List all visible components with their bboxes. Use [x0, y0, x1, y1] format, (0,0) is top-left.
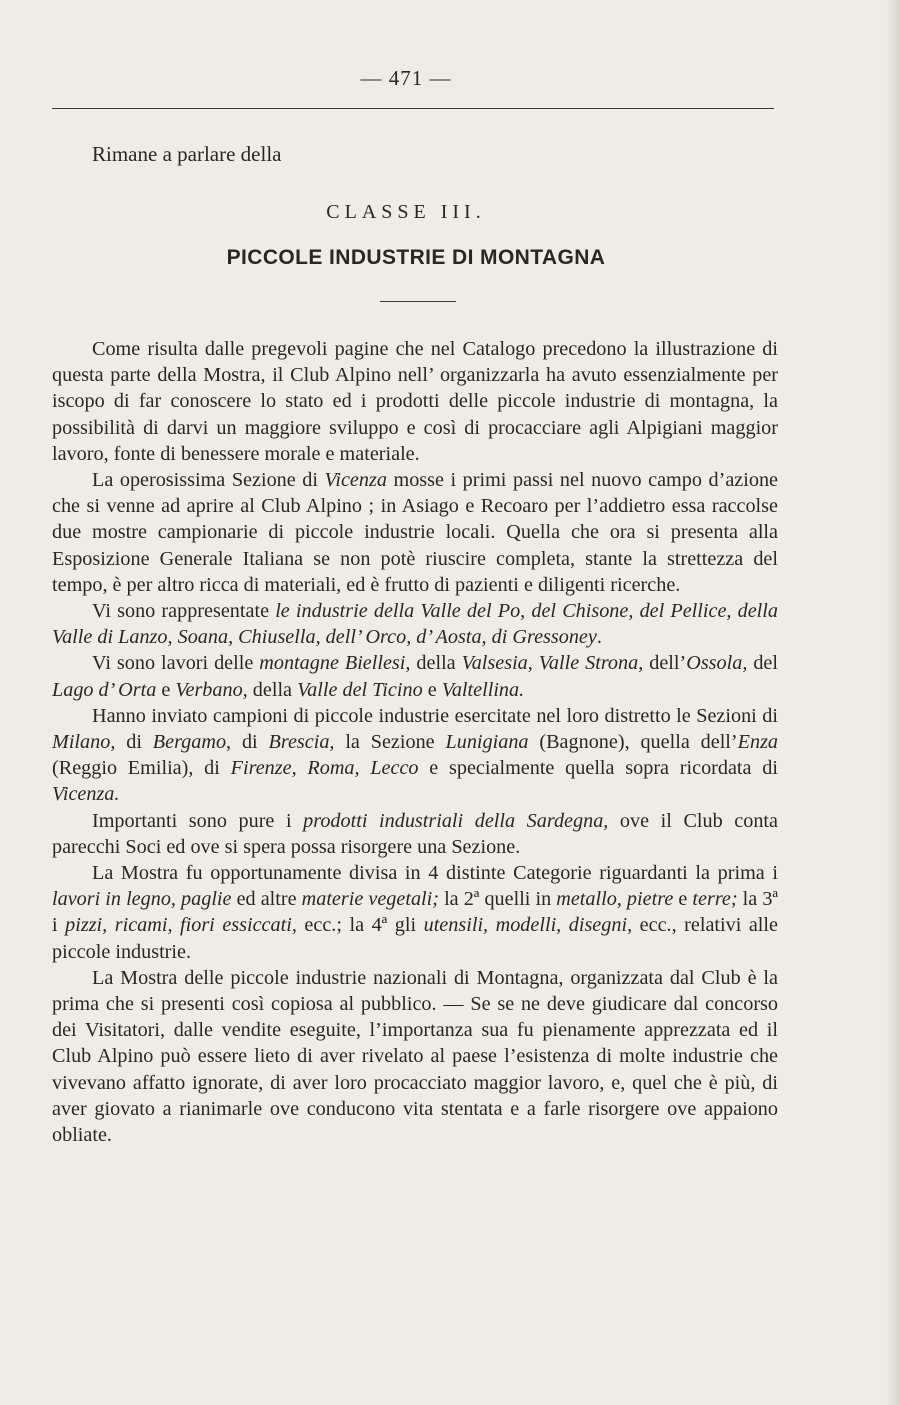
paragraph-text: Vi sono lavori delle	[92, 652, 260, 675]
paragraph-text: Vi sono rappresentate	[92, 600, 276, 623]
lead-line: Rimane a parlare della	[92, 142, 282, 166]
italic-text: paglie	[181, 888, 232, 911]
paragraph-text: ove il Club conta parecchi Soci ed ove si spera possa risorgere una Sezione.	[52, 809, 779, 858]
italic-text: montagne Biellesi,	[259, 652, 411, 675]
paragraph-text: e	[673, 888, 693, 911]
paragraph-text: di	[231, 731, 269, 754]
paragraph-text: .	[596, 626, 602, 649]
italic-text: Lunigiana	[445, 731, 529, 754]
paragraph	[52, 808, 778, 860]
italic-text: Vicenza.	[52, 783, 120, 806]
paragraph-text: La Mostra delle piccole industrie nazionali di Montagna, organizzata dal Club è la prima che si presenti così copiosa al pubblico. — Se se ne deve giudicare dal concorso dei Visitatori, dalle vendite eseguite, l’importanza sua fu pienamente apprezzata ed il Club Alpino può essere lieto di aver rivelato al paese l’esistenza di molte industrie che vivevano affatto ignorate, di aver loro procacciato maggior lavoro, e, quel che è più, di aver giovato a rianimarle ove conducono vita stentata e a farle risorgere ove appaiono obliate.	[52, 966, 778, 1147]
italic-text: Brescia,	[268, 731, 335, 754]
header-rule	[52, 108, 774, 109]
paragraph	[52, 965, 778, 1148]
italic-text: utensili, modelli, disegni,	[423, 914, 633, 937]
paragraph-text: la 2ª quelli in	[439, 888, 557, 911]
paragraph-text: del	[747, 652, 778, 675]
italic-text: prodotti industriali della Sardegna,	[303, 809, 609, 832]
italic-text: Valle del Ticino	[297, 678, 423, 701]
italic-text: le industrie della Valle del Po, del Chisone, del Pellice, della Valle di Lanzo, Soana, Chiusella, dell’ Orco, d’ Aosta, di Gressoney	[52, 600, 778, 649]
paragraph	[52, 336, 778, 467]
page-number: — 471 —	[360, 66, 452, 90]
italic-text: Valtellina.	[441, 678, 525, 701]
paragraph-text: di	[115, 731, 153, 754]
paragraph-text: mosse i primi passi nel nuovo campo d’azione che si venne ad aprire al Club Alpino ; in Asiago e Recoaro per l’addietro essa raccolse due mostre campionarie di piccole industrie locali. Quella che ora si presenta alla Esposizione Generale Italiana se non potè riuscire completa, stante la strettezza del tempo, è per altro ricca di materiali, ed è frutto di pazienti e diligenti ricerche.	[52, 469, 778, 596]
italic-text: Firenze, Roma, Lecco	[230, 757, 419, 780]
paragraph-text: ecc., relativi alle piccole industrie.	[52, 914, 778, 963]
paragraph-text: dell’	[643, 652, 687, 675]
paragraph-text: e	[156, 678, 176, 701]
italic-text: Bergamo,	[152, 731, 232, 754]
paragraph-text: Hanno inviato campioni di piccole industrie esercitate nel loro distretto le Sezioni di	[92, 704, 778, 727]
paragraph-text: della	[247, 678, 298, 701]
paragraph	[52, 598, 778, 650]
section-title: PICCOLE INDUSTRIE DI MONTAGNA	[226, 246, 606, 269]
italic-text: pizzi, ricami, fiori essiccati,	[65, 914, 297, 937]
paragraph-text: La operosissima Sezione di	[92, 469, 325, 492]
paragraph-text: e specialmente quella sopra ricordata di	[418, 757, 778, 780]
paragraph-text: ecc.; la 4ª gli	[296, 914, 424, 937]
paragraph-text: ed altre	[231, 888, 302, 911]
paragraph-text: Come risulta dalle pregevoli pagine che nel Catalogo precedono la illustrazione di questa parte della Mostra, il Club Alpino nell’ organizzarla ha avuto essenzialmente per iscopo di far conoscere lo stato ed i prodotti delle piccole industrie di montagna, la possibilità di darvi un maggiore sviluppo e così di procacciare agli Alpigiani maggior lavoro, fonte di benessere morale e materiale.	[52, 338, 778, 465]
italic-text: lavori in legno,	[52, 888, 176, 911]
paragraph-text: la Sezione	[334, 731, 446, 754]
paragraph	[52, 650, 778, 702]
paragraph	[52, 703, 778, 808]
italic-text: terre;	[692, 888, 738, 911]
italic-text: Verbano,	[175, 678, 248, 701]
page-edge-shadow	[886, 0, 900, 1405]
italic-text: Valsesia, Valle Strona,	[461, 652, 644, 675]
paragraph	[52, 467, 778, 598]
paragraph-text: (Reggio Emilia), di	[52, 757, 231, 780]
italic-text: Enza	[737, 731, 779, 754]
paragraph-text: La Mostra fu opportunamente divisa in 4 distinte Categorie riguardanti la prima i	[92, 862, 778, 885]
paragraph-text: e	[422, 678, 442, 701]
italic-text: materie vegetali;	[301, 888, 439, 911]
paragraph-text: Importanti sono pure i	[92, 809, 304, 832]
italic-text: Ossola,	[686, 652, 748, 675]
paragraph-text: la 3ª i	[52, 888, 778, 937]
paragraph-text: della	[410, 652, 462, 675]
body-text	[52, 336, 778, 1148]
paragraph-text: (Bagnone), quella dell’	[528, 731, 738, 754]
italic-text: metallo, pietre	[556, 888, 674, 911]
italic-text: Vicenza	[324, 469, 387, 492]
paragraph	[52, 860, 778, 965]
italic-text: Lago d’ Orta	[52, 678, 157, 701]
class-title: CLASSE III.	[326, 201, 486, 223]
title-divider	[380, 301, 456, 302]
italic-text: Milano,	[52, 731, 116, 754]
